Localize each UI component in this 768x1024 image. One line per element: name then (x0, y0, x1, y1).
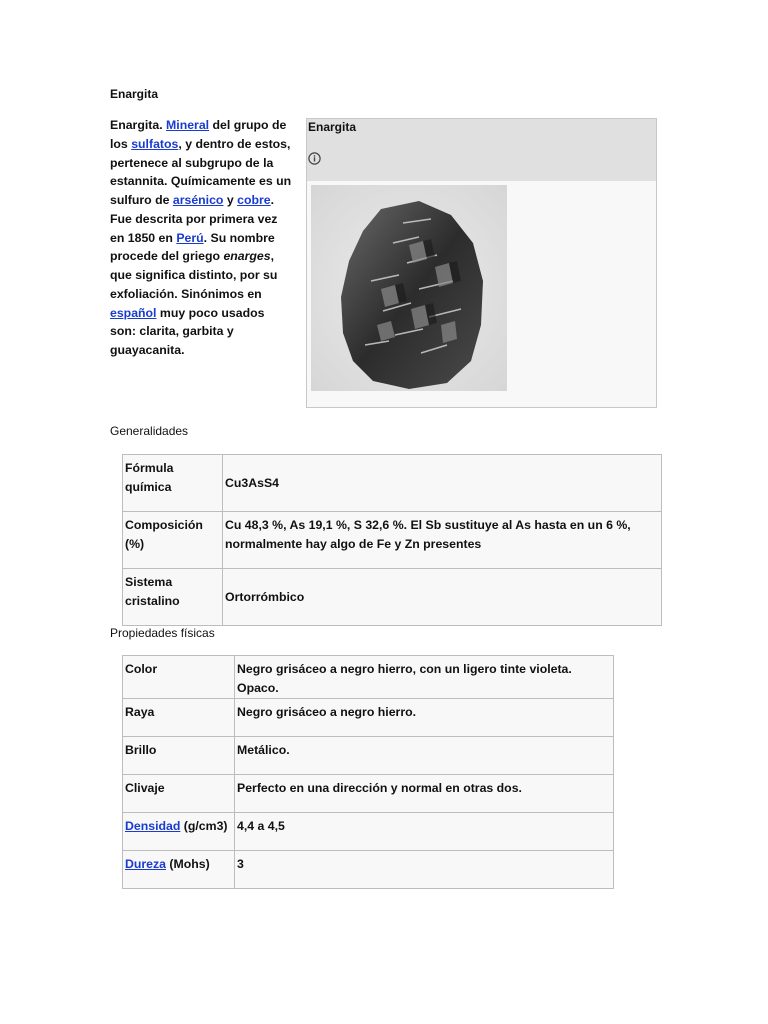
row-key (123, 851, 235, 889)
intro-paragraph (110, 116, 292, 360)
table-row (123, 656, 614, 699)
row-key: Color (123, 656, 235, 699)
table-row (123, 737, 614, 775)
intro-text: muy poco usados son: clarita, garbita y guayacanita. (110, 305, 265, 357)
intro-text: Enargita. (110, 118, 163, 132)
infobox-title: Enargita (308, 120, 357, 134)
row-key (123, 813, 235, 851)
table-row (123, 455, 662, 512)
table-row (123, 851, 614, 889)
intro-text: y (226, 193, 234, 207)
intro-text: , y dentro de estos, pertenece al subgrupo de la estannita. Químicamente es un sulfuro de (110, 136, 292, 207)
link-espanol[interactable]: español (110, 305, 157, 320)
section-propiedades: Propiedades físicas (110, 626, 215, 640)
row-value: Cu3AsS4 (223, 455, 662, 512)
intro-text: . Su nombre procede del griego (110, 230, 275, 264)
mineral-photo[interactable] (311, 185, 507, 391)
row-value: Perfecto en una dirección y normal en otras dos. (235, 775, 614, 813)
table-row (123, 569, 662, 626)
row-key: Fórmula química (123, 455, 223, 512)
section-generalidades: Generalidades (110, 424, 189, 438)
table-row (123, 775, 614, 813)
link-arsenico[interactable]: arsénico (172, 193, 224, 207)
link-sulfatos[interactable]: sulfatos (131, 136, 179, 151)
row-key: Brillo (123, 737, 235, 775)
intro-emphasis: enarges (223, 249, 271, 264)
table-row (123, 512, 662, 569)
propiedades-table (122, 655, 614, 889)
link-dureza[interactable]: Dureza (125, 857, 167, 871)
row-key-suffix: (Mohs) (166, 857, 210, 871)
row-value: 3 (235, 851, 614, 889)
info-icon[interactable] (308, 152, 321, 165)
row-value: Negro grisáceo a negro hierro. (235, 699, 614, 737)
row-key: Clivaje (123, 775, 235, 813)
table-row (123, 813, 614, 851)
link-peru[interactable]: Perú (176, 230, 204, 245)
table-row (123, 699, 614, 737)
row-value: 4,4 a 4,5 (235, 813, 614, 851)
generalidades-table (122, 454, 662, 626)
link-mineral[interactable]: Mineral (166, 118, 210, 132)
row-value: Metálico. (235, 737, 614, 775)
page-title: Enargita (110, 87, 159, 101)
link-densidad[interactable]: Densidad (125, 819, 181, 833)
intro-text: del grupo de los (110, 118, 287, 151)
link-cobre[interactable]: cobre (237, 193, 271, 207)
intro-text: . Fue descrita por primera vez en 1850 en (110, 193, 278, 245)
row-value: Cu 48,3 %, As 19,1 %, S 32,6 %. El Sb sustituye al As hasta en un 6 %, normalmente hay algo de Fe y Zn presentes (223, 512, 662, 569)
row-key-suffix: (g/cm3) (180, 819, 228, 833)
intro-text: , que significa distinto, por su exfoliación. Sinónimos en (110, 249, 278, 301)
infobox (306, 118, 657, 408)
row-key: Composición (%) (123, 512, 223, 569)
row-key: Raya (123, 699, 235, 737)
row-key: Sistema cristalino (123, 569, 223, 626)
row-value: Ortorrómbico (223, 569, 662, 626)
infobox-header (307, 119, 656, 181)
row-value: Negro grisáceo a negro hierro, con un ligero tinte violeta. Opaco. (235, 656, 614, 699)
